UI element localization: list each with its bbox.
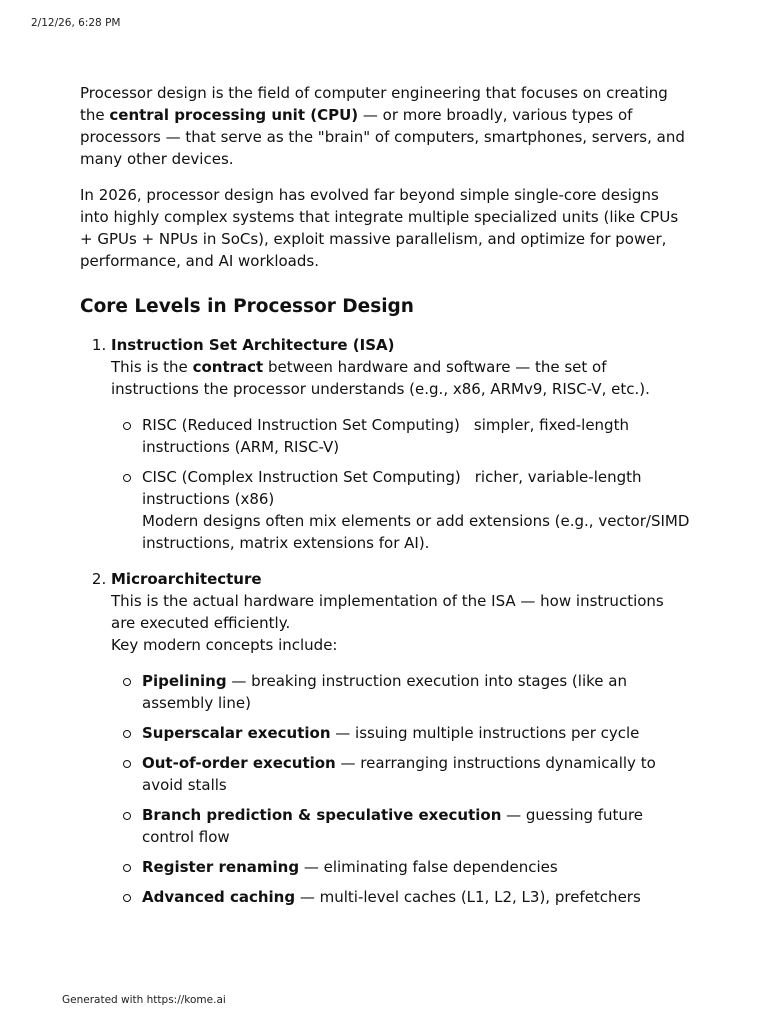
level-desc: This is the actual hardware implementation of the ISA — how instructions are executed efficiently. bbox=[111, 592, 664, 632]
list-item bbox=[111, 856, 692, 878]
intro-p1-text-after: — or more broadly, various types of processors — that serve as the "brain" of computers, smartphones, servers, and many other devices. bbox=[80, 106, 685, 168]
section-heading: Core Levels in Processor Design bbox=[80, 296, 414, 317]
bullet-detail: simpler, fixed-length instructions (ARM, RISC-V) bbox=[142, 416, 629, 456]
generated-footer: Generated with https://kome.ai bbox=[62, 994, 226, 1006]
level-item-isa bbox=[111, 334, 692, 554]
bullet-detail: — guessing future control flow bbox=[142, 806, 644, 846]
intro-paragraph-1 bbox=[80, 82, 692, 170]
document-body bbox=[80, 82, 692, 922]
isa-bullet-list bbox=[111, 414, 692, 554]
intro-p1-bold: central processing unit (CPU) bbox=[109, 106, 359, 124]
levels-list bbox=[80, 334, 692, 908]
print-timestamp: 2/12/26, 6:28 PM bbox=[31, 17, 121, 29]
list-item bbox=[111, 670, 692, 714]
bullet-detail: — breaking instruction execution into stages (like an assembly line) bbox=[142, 672, 627, 712]
bullet-detail: — rearranging instructions dynamically to avoid stalls bbox=[142, 754, 656, 794]
bullet-term: Pipelining bbox=[142, 672, 227, 690]
intro-paragraph-2: In 2026, processor design has evolved far beyond simple single-core designs into highly complex systems that integrate multiple specialized units (like CPUs + GPUs + NPUs in SoCs), exploit massive parallelism, and optimize for power, performance, and AI workloads. bbox=[80, 186, 679, 270]
list-item bbox=[111, 466, 692, 554]
bullet-term: Register renaming bbox=[142, 858, 300, 876]
list-item bbox=[111, 886, 692, 908]
bullet-detail: — issuing multiple instructions per cycle bbox=[330, 724, 640, 742]
level-title: Instruction Set Architecture (ISA) bbox=[111, 336, 395, 354]
list-item bbox=[111, 752, 692, 796]
bullet-term: RISC (Reduced Instruction Set Computing) bbox=[142, 416, 460, 434]
bullet-term: CISC (Complex Instruction Set Computing) bbox=[142, 468, 461, 486]
bullet-term: Advanced caching bbox=[142, 888, 296, 906]
list-item bbox=[111, 804, 692, 848]
bullet-detail: — multi-level caches (L1, L2, L3), prefetchers bbox=[295, 888, 641, 906]
level-desc-before: This is the bbox=[111, 358, 193, 376]
bullet-detail: — eliminating false dependencies bbox=[299, 858, 558, 876]
list-item bbox=[111, 722, 692, 744]
intro-p1-text-before: Processor design is the field of computer engineering that focuses on creating the bbox=[80, 84, 668, 124]
level-title: Microarchitecture bbox=[111, 570, 262, 588]
level-desc-2: Key modern concepts include: bbox=[111, 636, 338, 654]
bullet-detail: richer, variable-length instructions (x86) bbox=[142, 468, 642, 508]
level-item-microarchitecture bbox=[111, 568, 692, 908]
level-desc-after: between hardware and software — the set of instructions the processor understands (e.g., x86, ARMv9, RISC-V, etc.). bbox=[111, 358, 650, 398]
level-desc-bold: contract bbox=[192, 358, 264, 376]
bullet-term: Superscalar execution bbox=[142, 724, 331, 742]
list-item bbox=[111, 414, 692, 458]
bullet-term: Out-of-order execution bbox=[142, 754, 336, 772]
microarch-bullet-list bbox=[111, 670, 692, 908]
bullet-extra-note: Modern designs often mix elements or add extensions (e.g., vector/SIMD instructions, matrix extensions for AI). bbox=[142, 512, 690, 552]
bullet-term: Branch prediction & speculative execution bbox=[142, 806, 502, 824]
